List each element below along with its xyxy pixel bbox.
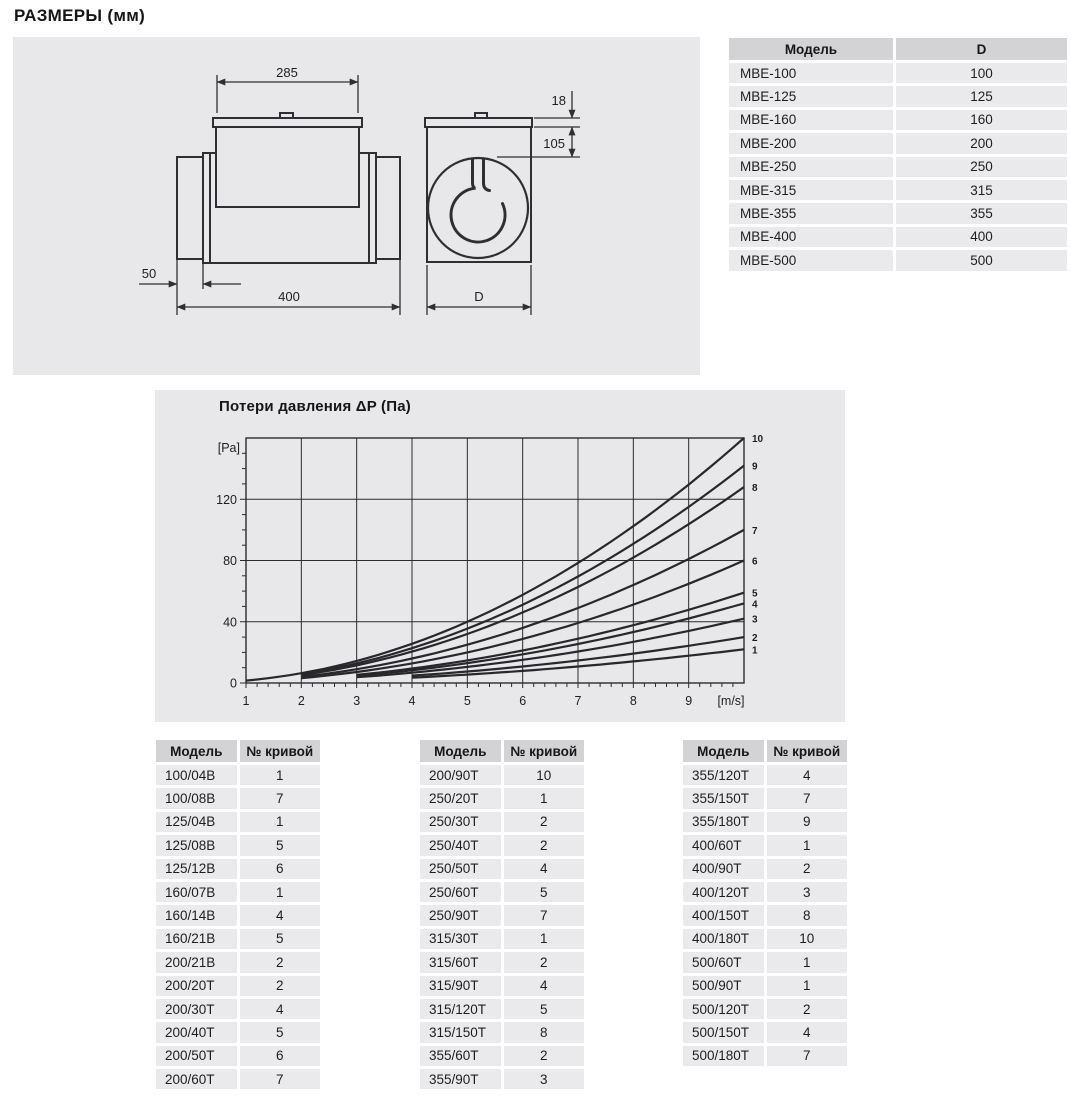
model-cell: 160/07B bbox=[156, 882, 237, 902]
dim-50-label: 50 bbox=[141, 266, 157, 281]
x-axis-unit-label: [m/s] bbox=[717, 694, 745, 708]
curve-number-cell: 7 bbox=[504, 905, 585, 925]
column-header: Модель bbox=[156, 740, 237, 762]
table-row bbox=[683, 812, 847, 832]
model-cell: 500/120T bbox=[683, 999, 764, 1019]
dim-D-label: D bbox=[474, 289, 484, 304]
x-tick-label: 9 bbox=[685, 694, 693, 708]
curve-number-cell: 1 bbox=[240, 882, 321, 902]
flange-left bbox=[203, 153, 210, 263]
technical-drawing bbox=[13, 37, 700, 375]
table-row bbox=[683, 882, 847, 902]
column-header: Модель bbox=[420, 740, 501, 762]
pressure-loss-chart-panel bbox=[155, 390, 845, 722]
curve-number-cell: 1 bbox=[767, 835, 848, 855]
model-cell: 125/04B bbox=[156, 812, 237, 832]
model-cell: 100/04B bbox=[156, 765, 237, 785]
table-row bbox=[420, 812, 584, 832]
table-row bbox=[729, 227, 1067, 247]
table-row bbox=[683, 835, 847, 855]
dim-285-label: 285 bbox=[276, 65, 298, 80]
model-cell: 200/20T bbox=[156, 976, 237, 996]
model-cell: 355/90T bbox=[420, 1069, 501, 1089]
curve-number-cell: 400 bbox=[896, 227, 1067, 247]
model-cell: 315/60T bbox=[420, 952, 501, 972]
table-row bbox=[683, 1046, 847, 1066]
table-row bbox=[420, 1069, 584, 1089]
curve-number-cell: 160 bbox=[896, 110, 1067, 130]
curve-number-cell: 7 bbox=[240, 1069, 321, 1089]
table-row bbox=[683, 976, 847, 996]
table-row bbox=[420, 929, 584, 949]
table-row bbox=[729, 250, 1067, 270]
curve-number-cell: 8 bbox=[504, 1022, 585, 1042]
model-cell: 355/150T bbox=[683, 788, 764, 808]
table-row bbox=[729, 157, 1067, 177]
model-cell: 315/30T bbox=[420, 929, 501, 949]
table-row bbox=[420, 859, 584, 879]
terminal-box bbox=[216, 127, 359, 207]
curve-number-cell: 125 bbox=[896, 86, 1067, 106]
curve-label: 7 bbox=[752, 525, 758, 537]
model-cell: 400/60T bbox=[683, 835, 764, 855]
dimensions-drawing-panel bbox=[13, 37, 700, 375]
curve-number-cell: 7 bbox=[240, 788, 321, 808]
table-row bbox=[729, 110, 1067, 130]
table-row bbox=[729, 86, 1067, 106]
table-header-row bbox=[156, 740, 320, 762]
column-header: Модель bbox=[729, 38, 893, 60]
y-tick-label: 120 bbox=[216, 492, 237, 507]
curve-label: 4 bbox=[752, 599, 758, 611]
y-axis-unit-label: [Pa] bbox=[217, 441, 240, 455]
curve-label: 5 bbox=[752, 588, 758, 600]
curve-number-cell: 8 bbox=[767, 905, 848, 925]
table-row bbox=[156, 999, 320, 1019]
table-row bbox=[156, 1069, 320, 1089]
table-row bbox=[156, 905, 320, 925]
y-tick-label: 80 bbox=[223, 554, 237, 568]
curve-number-cell: 2 bbox=[240, 976, 321, 996]
model-diameter-table bbox=[726, 35, 1070, 274]
curve-number-cell: 5 bbox=[504, 999, 585, 1019]
table-row bbox=[420, 976, 584, 996]
curve-label: 1 bbox=[752, 645, 758, 657]
curve-number-cell: 1 bbox=[240, 812, 321, 832]
table-row bbox=[683, 952, 847, 972]
table-row bbox=[420, 1022, 584, 1042]
chart-title: Потери давления ΔP (Па) bbox=[219, 398, 411, 415]
model-cell: MBE-100 bbox=[729, 63, 893, 83]
column-header: D bbox=[896, 38, 1067, 60]
curve-number-cell: 4 bbox=[240, 999, 321, 1019]
model-cell: 500/60T bbox=[683, 952, 764, 972]
curve-number-cell: 4 bbox=[767, 765, 848, 785]
table-row bbox=[729, 203, 1067, 223]
curve-number-cell: 5 bbox=[240, 1022, 321, 1042]
table-row bbox=[683, 859, 847, 879]
table-row bbox=[420, 952, 584, 972]
curve-number-cell: 4 bbox=[767, 1022, 848, 1042]
model-cell: 315/90T bbox=[420, 976, 501, 996]
x-tick-label: 2 bbox=[297, 694, 305, 708]
curve-label: 2 bbox=[752, 633, 758, 645]
model-cell: 500/150T bbox=[683, 1022, 764, 1042]
model-cell: 500/180T bbox=[683, 1046, 764, 1066]
model-cell: MBE-200 bbox=[729, 133, 893, 153]
table-row bbox=[683, 999, 847, 1019]
curve-number-cell: 355 bbox=[896, 203, 1067, 223]
curve-table-2 bbox=[417, 737, 587, 1092]
pipe-left bbox=[177, 157, 203, 259]
x-tick-label: 8 bbox=[629, 694, 637, 708]
curve-number-cell: 500 bbox=[896, 250, 1067, 270]
curve-number-cell: 5 bbox=[240, 929, 321, 949]
table-row bbox=[729, 63, 1067, 83]
terminal-box-lid bbox=[213, 118, 362, 127]
curve-number-cell: 1 bbox=[240, 765, 321, 785]
model-cell: 500/90T bbox=[683, 976, 764, 996]
table-row bbox=[420, 835, 584, 855]
model-cell: 100/08B bbox=[156, 788, 237, 808]
casing-lid bbox=[425, 118, 532, 127]
curve-number-cell: 2 bbox=[504, 835, 585, 855]
table-row bbox=[156, 1046, 320, 1066]
dim-18-label: 18 bbox=[551, 93, 566, 108]
model-cell: 315/120T bbox=[420, 999, 501, 1019]
table-header-row bbox=[420, 740, 584, 762]
table-row bbox=[683, 929, 847, 949]
lid-knob bbox=[280, 113, 293, 118]
flange-right bbox=[369, 153, 376, 263]
model-cell: MBE-125 bbox=[729, 86, 893, 106]
curve-number-cell: 2 bbox=[240, 952, 321, 972]
x-tick-label: 4 bbox=[408, 694, 416, 708]
curve-number-cell: 200 bbox=[896, 133, 1067, 153]
model-cell: MBE-160 bbox=[729, 110, 893, 130]
model-cell: 125/08B bbox=[156, 835, 237, 855]
curve-label: 6 bbox=[752, 556, 758, 568]
model-cell: 400/120T bbox=[683, 882, 764, 902]
curve-number-cell: 5 bbox=[504, 882, 585, 902]
model-cell: MBE-250 bbox=[729, 157, 893, 177]
duct-heater-front-view bbox=[425, 91, 580, 315]
curve-label: 3 bbox=[752, 614, 758, 626]
pipe-right bbox=[376, 157, 400, 259]
model-cell: 200/60T bbox=[156, 1069, 237, 1089]
y-tick-label: 40 bbox=[223, 615, 237, 630]
x-tick-label: 5 bbox=[463, 694, 471, 708]
model-cell: 200/30T bbox=[156, 999, 237, 1019]
curve-number-cell: 2 bbox=[504, 952, 585, 972]
model-cell: MBE-315 bbox=[729, 180, 893, 200]
table-row bbox=[420, 765, 584, 785]
x-tick-label: 7 bbox=[574, 694, 582, 708]
y-tick-label: 0 bbox=[230, 676, 237, 691]
model-cell: 250/60T bbox=[420, 882, 501, 902]
x-tick-label: 1 bbox=[242, 694, 250, 708]
model-cell: 250/90T bbox=[420, 905, 501, 925]
column-header: № кривой bbox=[504, 740, 585, 762]
model-cell: 250/40T bbox=[420, 835, 501, 855]
curve-number-cell: 3 bbox=[767, 882, 848, 902]
curve-number-cell: 250 bbox=[896, 157, 1067, 177]
model-cell: 200/21B bbox=[156, 952, 237, 972]
table-header-row bbox=[729, 38, 1067, 60]
curve-number-cell: 315 bbox=[896, 180, 1067, 200]
curve-number-cell: 1 bbox=[504, 788, 585, 808]
model-cell: 200/90T bbox=[420, 765, 501, 785]
model-cell: 200/40T bbox=[156, 1022, 237, 1042]
model-cell: MBE-355 bbox=[729, 203, 893, 223]
curve-number-cell: 2 bbox=[504, 1046, 585, 1066]
table-row bbox=[156, 952, 320, 972]
x-tick-label: 3 bbox=[353, 694, 361, 708]
curve-number-cell: 4 bbox=[504, 976, 585, 996]
table-row bbox=[729, 180, 1067, 200]
curve-number-cell: 10 bbox=[767, 929, 848, 949]
curve-number-cell: 1 bbox=[767, 952, 848, 972]
curve-number-cell: 4 bbox=[504, 859, 585, 879]
model-cell: 200/50T bbox=[156, 1046, 237, 1066]
table-row bbox=[156, 788, 320, 808]
curve-number-cell: 6 bbox=[240, 859, 321, 879]
column-header: Модель bbox=[683, 740, 764, 762]
curve-label: 9 bbox=[752, 461, 758, 473]
casing-knob bbox=[475, 113, 487, 118]
curve-number-cell: 4 bbox=[240, 905, 321, 925]
model-cell: 355/120T bbox=[683, 765, 764, 785]
table-header-row bbox=[683, 740, 847, 762]
model-cell: 400/180T bbox=[683, 929, 764, 949]
table-row bbox=[156, 812, 320, 832]
pressure-curve-10 bbox=[246, 438, 744, 681]
page-title: РАЗМЕРЫ (мм) bbox=[14, 6, 146, 25]
table-row bbox=[156, 765, 320, 785]
model-cell: 250/50T bbox=[420, 859, 501, 879]
duct-heater-side-view bbox=[139, 65, 400, 315]
curve-number-cell: 5 bbox=[240, 835, 321, 855]
curve-number-cell: 7 bbox=[767, 1046, 848, 1066]
curve-number-cell: 10 bbox=[504, 765, 585, 785]
model-cell: 250/20T bbox=[420, 788, 501, 808]
curve-number-cell: 3 bbox=[504, 1069, 585, 1089]
curve-label: 10 bbox=[752, 434, 764, 445]
model-cell: 355/60T bbox=[420, 1046, 501, 1066]
model-cell: 400/90T bbox=[683, 859, 764, 879]
model-cell: 355/180T bbox=[683, 812, 764, 832]
table-row bbox=[729, 133, 1067, 153]
curve-number-cell: 7 bbox=[767, 788, 848, 808]
table-row bbox=[420, 999, 584, 1019]
table-row bbox=[156, 929, 320, 949]
table-row bbox=[420, 788, 584, 808]
table-row bbox=[420, 882, 584, 902]
x-tick-label: 6 bbox=[519, 694, 527, 708]
table-row bbox=[156, 882, 320, 902]
curve-number-cell: 2 bbox=[504, 812, 585, 832]
table-row bbox=[156, 1022, 320, 1042]
model-cell: MBE-400 bbox=[729, 227, 893, 247]
model-cell: MBE-500 bbox=[729, 250, 893, 270]
model-cell: 125/12B bbox=[156, 859, 237, 879]
pressure-curve-4 bbox=[357, 603, 744, 675]
table-row bbox=[156, 976, 320, 996]
curve-number-cell: 2 bbox=[767, 859, 848, 879]
model-cell: 315/150T bbox=[420, 1022, 501, 1042]
curve-table-1 bbox=[153, 737, 323, 1092]
curve-number-cell: 1 bbox=[504, 929, 585, 949]
model-cell: 160/14B bbox=[156, 905, 237, 925]
model-cell: 250/30T bbox=[420, 812, 501, 832]
pressure-loss-chart bbox=[155, 390, 845, 722]
curve-number-cell: 1 bbox=[767, 976, 848, 996]
curve-number-cell: 6 bbox=[240, 1046, 321, 1066]
table-row bbox=[420, 1046, 584, 1066]
curve-label: 8 bbox=[752, 483, 758, 494]
model-cell: 400/150T bbox=[683, 905, 764, 925]
curve-number-cell: 9 bbox=[767, 812, 848, 832]
table-row bbox=[420, 905, 584, 925]
table-row bbox=[156, 859, 320, 879]
dim-400-label: 400 bbox=[278, 289, 300, 304]
curve-number-cell: 100 bbox=[896, 63, 1067, 83]
table-row bbox=[683, 788, 847, 808]
model-cell: 160/21B bbox=[156, 929, 237, 949]
table-row bbox=[683, 1022, 847, 1042]
dim-105-label: 105 bbox=[543, 136, 565, 151]
table-row bbox=[683, 765, 847, 785]
column-header: № кривой bbox=[767, 740, 848, 762]
table-row bbox=[683, 905, 847, 925]
table-row bbox=[156, 835, 320, 855]
curve-number-cell: 2 bbox=[767, 999, 848, 1019]
curve-table-3 bbox=[680, 737, 850, 1069]
column-header: № кривой bbox=[240, 740, 321, 762]
